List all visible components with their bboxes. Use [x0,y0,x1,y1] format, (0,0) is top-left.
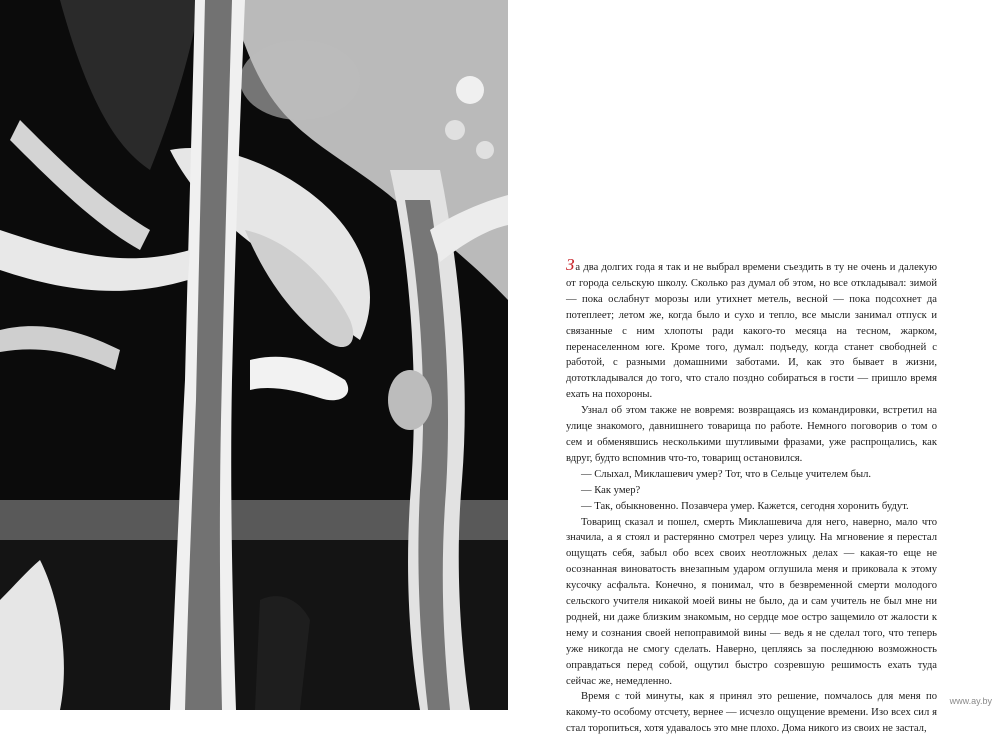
woodcut-illustration [0,0,508,710]
dialogue-line-1: — Слыхал, Миклашевич умер? Тот, что в Сельце учителем был. [581,468,872,480]
paragraph-4: Время с той минуты, как я принял это решение, помчалось для меня по какому-то особому отсчету, вернее — исчезло ощущение времени. Изо всех сил я стал торопиться, хотя удавалось это мне плохо. Дома никого из своих не застал, [566,691,937,735]
article-body [566,255,937,737]
paragraph-2: Узнал об этом также не вовремя: возвращаясь из командировки, встретил на улице знакомого, давнишнего товарища по работе. Немного поговорив о том о сем и обменявшись несколькими шутливыми фразами, уже распрощались, как вдруг, будто вспомнив что-то, товарищ остановился. [566,405,937,464]
dropcap-letter: З [566,255,575,274]
dialogue-line-2: — Как умер? [581,484,641,496]
paragraph-1 [566,255,937,403]
paragraph-3: Товарищ сказал и пошел, смерть Миклашевича для него, наверно, мало что значила, а я стоял и растерянно смотрел через улицу. На мгновение я перестал ощущать себя, забыл обо всех своих неотложных делах — какая-то еще не осознанная виноватость внезапным ударом оглушила меня и приковала к этому кусочку асфальта. Конечно, я понимал, что в безвременной смерти молодого сельского учителя никакой моей вины не было, да и сам учитель не был мне ни родней, ни даже близким знакомым, но сердце мое остро защемило от жалости к нему и сознания своей непоправимой вины — ведь я не сделал того, что теперь уже никогда не смогу сделать. Наверно, цепляясь за последнюю возможность оправдаться перед собой, ощутил быстро созревшую решимость ехать туда сейчас же, немедленно. [566,516,937,687]
watermark: www.ay.by [949,696,992,706]
woodcut-trees-illustration-icon [0,0,508,710]
dialogue-line-3: — Так, обыкновенно. Позавчера умер. Кажется, сегодня хоронить будут. [581,500,909,512]
paragraph-text: а два долгих года я так и не выбрал времени съездить в ту не очень и далекую от города сельскую школу. Сколько раз думал об этом, но все откладывал: зимой — пока ослабнут морозы или утихнет метель, весной — пока подсохнет да потеплеет; летом же, когда было и сухо и тепло, все мысли занимал отпуск и связанные с ним хлопоты ради какого-то месяца на тесном, жарком, перенаселенном юге. Кроме того, думал: подъеду, когда станет свободней с работой, с разными домашними заботами. И, как это бывает в жизни, дототкладывался до того, что стало поздно собираться в гости — пришло время ехать на похороны. [566,262,937,401]
text-page [512,0,1000,735]
